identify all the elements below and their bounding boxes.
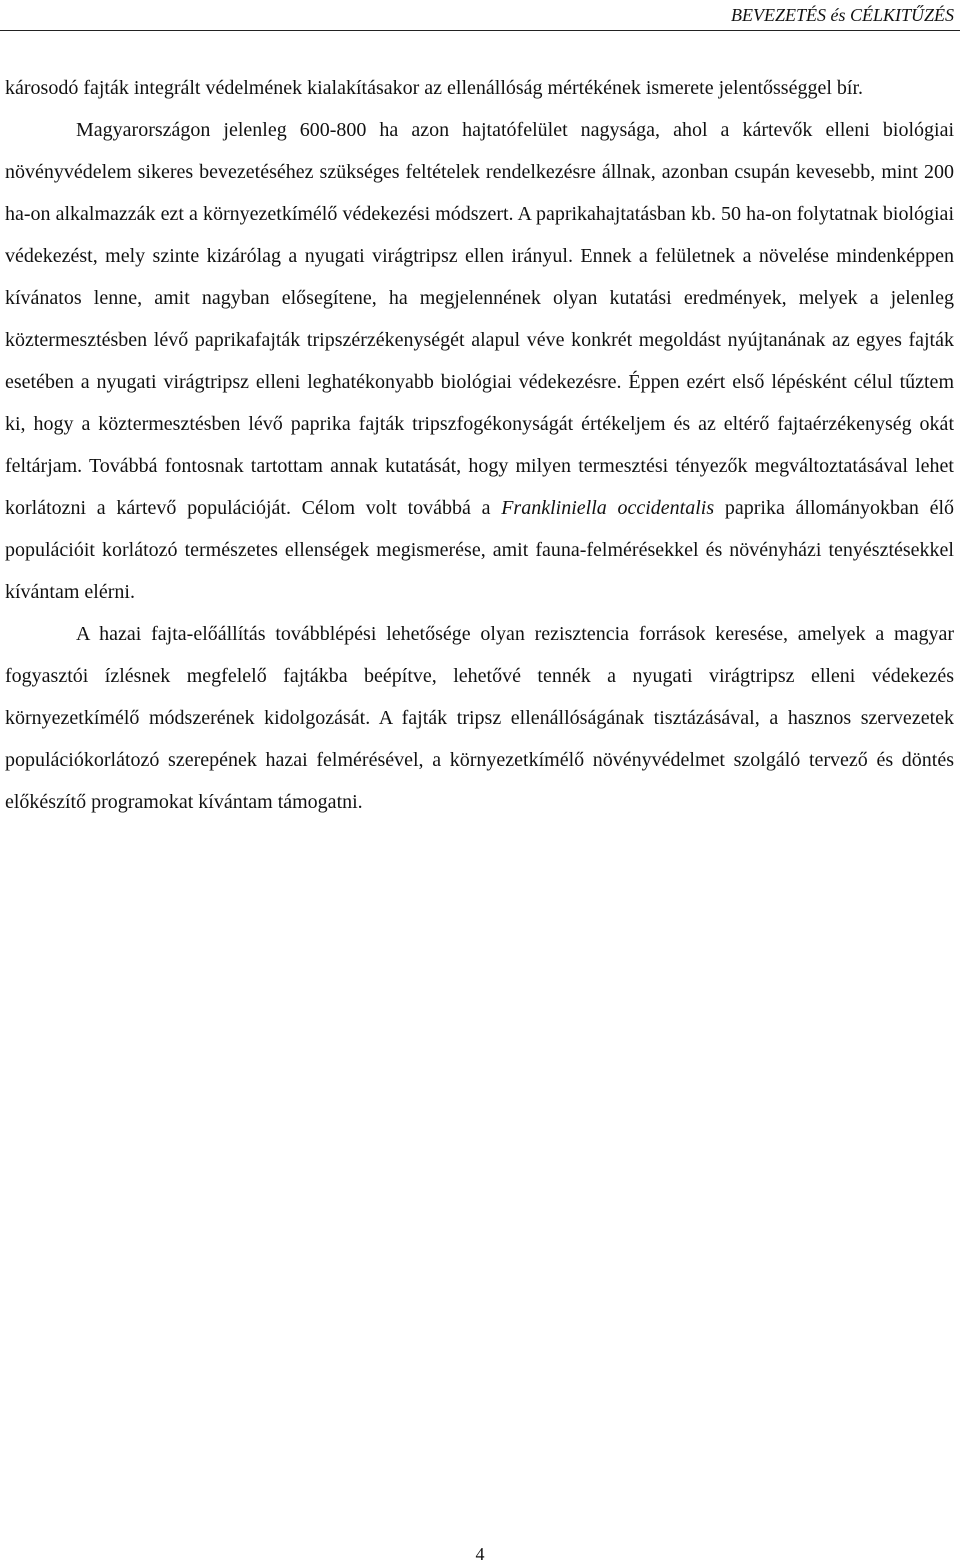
paragraph-2-text-a: Magyarországon jelenleg 600-800 ha azon hajtatófelület nagysága, ahol a kártevők elleni biológiai növényvédelem sikeres bevezetéséhez szükséges feltételek rendelkezésre állnak, azonban csupán kevesebb, mint 200 ha-on alkalmazzák ezt a környezetkímélő védekezési módszert. A paprikahajtatásban kb. 50 ha-on folytatnak biológiai védekezést, mely szinte kizárólag a nyugati virágtripsz ellen irányul. Ennek a felületnek a növelése mindenképpen kívánatos lenne, amit nagyban elősegítene, ha megjelennének olyan kutatási eredmények, melyek a jelenleg köztermesztésben lévő paprikafajták tripszérzékenységét alapul véve konkrét megoldást nyújtanának az egyes fajták esetében a nyugati virágtripsz elleni leghatékonyabb biológiai védekezésre. Éppen ezért első lépésként célul tűztem ki, hogy a köztermesztésben lévő paprika fajták tripszfogékonyságát értékeljem és az eltérő fajtaérzékenység okát feltárjam. Továbbá fontosnak tartottam annak kutatását, hogy milyen termesztési tényezők megváltoztatásával lehet korlátozni a kártevő populációját. Célom volt továbbá a [5, 119, 954, 519]
running-header [0, 0, 960, 31]
species-name: Frankliniella occidentalis [501, 497, 715, 519]
running-header-title: BEVEZETÉS és CÉLKITŰZÉS [730, 5, 954, 25]
page-number: 4 [475, 1544, 485, 1564]
paragraph-3: A hazai fajta-előállítás továbblépési lehetősége olyan rezisztencia források keresése, amelyek a magyar fogyasztói ízlésnek megfelelő fajtákba beépítve, lehetővé tennék a nyugati virágtripsz elleni védekezés környezetkímélő módszerének kidolgozását. A fajták tripsz ellenállóságának tisztázásával, a hasznos szervezetek populációkorlátozó szerepének hazai felmérésével, a környezetkímélő növényvédelmet szolgáló tervező és döntés előkészítő programokat kívántam támogatni. [5, 623, 954, 813]
paragraph-1: károsodó fajták integrált védelmének kialakításakor az ellenállóság mértékének ismerete jelentősséggel bír. [5, 77, 863, 99]
body-text [5, 67, 954, 823]
paragraph-2-text-b: paprika állományokban élő populációit korlátozó természetes ellenségek megismerése, amit fauna-felmérésekkel és növényházi tenyésztésekkel kívántam elérni. [5, 497, 955, 603]
paragraph-2 [5, 109, 954, 613]
